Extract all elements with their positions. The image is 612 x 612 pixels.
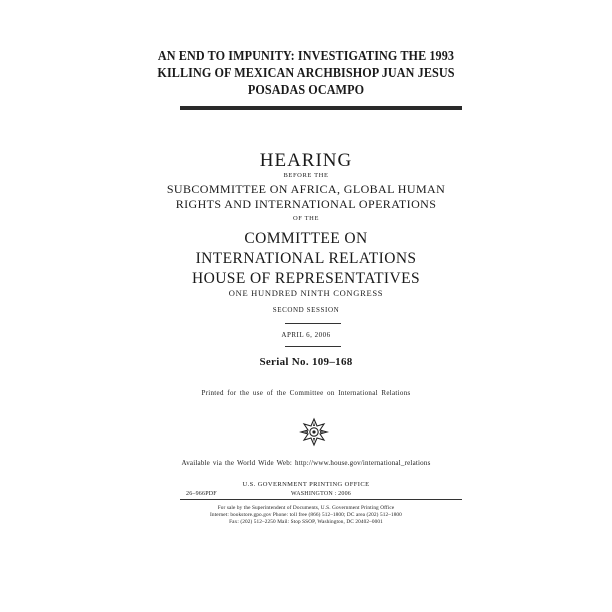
hearing-date: APRIL 6, 2006 xyxy=(281,331,331,339)
title-line: POSADAS OCAMPO xyxy=(247,82,365,97)
document-id: 26–966PDF xyxy=(186,491,217,497)
footer-divider xyxy=(180,499,462,500)
date-rule-top xyxy=(285,323,341,324)
before-the-label: BEFORE THE xyxy=(283,172,329,179)
gpo-eagle-emblem-icon xyxy=(298,416,330,448)
printing-office: U.S. GOVERNMENT PRINTING OFFICE xyxy=(242,481,370,488)
committee-name xyxy=(0,229,612,289)
title-divider xyxy=(180,106,462,110)
committee-line: HOUSE OF REPRESENTATIVES xyxy=(192,270,420,287)
committee-line: COMMITTEE ON xyxy=(244,230,368,247)
committee-line: INTERNATIONAL RELATIONS xyxy=(195,250,417,267)
printed-for-note: Printed for the use of the Committee on International Relations xyxy=(201,389,411,397)
hearing-heading: HEARING xyxy=(259,150,353,171)
subcommittee-line: RIGHTS AND INTERNATIONAL OPERATIONS xyxy=(175,197,437,211)
web-availability: Available via the World Wide Web: http://www.house.gov/international_relations xyxy=(181,459,431,467)
sale-line: For sale by the Superintendent of Documents, U.S. Government Printing Office xyxy=(217,505,395,511)
sale-info xyxy=(0,505,612,526)
serial-number: Serial No. 109–168 xyxy=(259,356,353,368)
title-line: KILLING OF MEXICAN ARCHBISHOP JUAN JESUS xyxy=(157,65,455,80)
date-rule-bottom xyxy=(285,346,341,347)
session-label: SECOND SESSION xyxy=(272,306,340,314)
title-line: AN END TO IMPUNITY: INVESTIGATING THE 1993 xyxy=(157,48,455,63)
congress-label: ONE HUNDRED NINTH CONGRESS xyxy=(228,288,384,298)
of-the-label: OF THE xyxy=(292,215,320,222)
sale-line: Fax: (202) 512–2250 Mail: Stop SSOP, Washington, DC 20402–0001 xyxy=(229,519,383,525)
location-year: WASHINGTON : 2006 xyxy=(291,491,351,497)
sale-line: Internet: bookstore.gpo.gov Phone: toll free (866) 512–1800; DC area (202) 512–1800 xyxy=(210,512,402,518)
subcommittee-line: SUBCOMMITTEE ON AFRICA, GLOBAL HUMAN xyxy=(166,182,446,196)
document-title xyxy=(31,47,582,98)
subcommittee-name xyxy=(0,182,612,212)
